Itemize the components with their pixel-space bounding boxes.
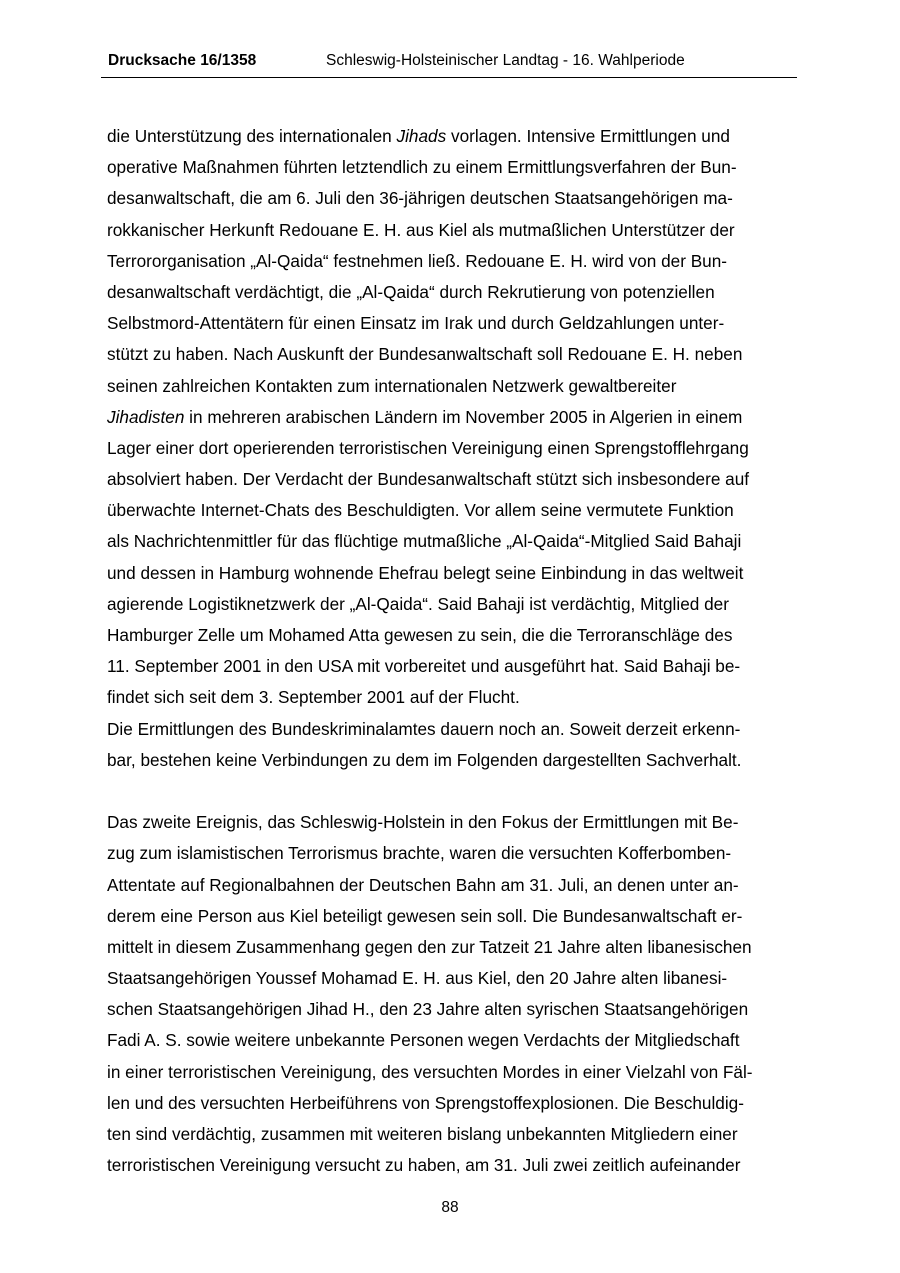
text-line (107, 651, 797, 682)
text-run: rokkanischer Herkunft Redouane E. H. aus Kiel als mutmaßlichen Unterstützer der (107, 219, 735, 240)
text-run: als Nachrichtenmittler für das flüchtige mutmaßliche „Al-Qaida“-Mitglied Said Bahaji (107, 531, 742, 552)
text-line (107, 277, 797, 308)
text-run: mittelt in diesem Zusammenhang gegen den zur Tatzeit 21 Jahre alten libanesischen (107, 936, 752, 957)
text-line (107, 183, 797, 214)
text-line (107, 339, 797, 370)
text-run: agierende Logistiknetzwerk der „Al-Qaida“. Said Bahaji ist verdächtig, Mitglied der (107, 593, 729, 614)
text-run: zug zum islamistischen Terrorismus brachte, waren die versuchten Kofferbomben- (107, 843, 732, 864)
text-line (107, 807, 797, 838)
text-line (107, 1057, 797, 1088)
text-line (107, 1119, 797, 1150)
text-line (107, 838, 797, 869)
text-run: Hamburger Zelle um Mohamed Atta gewesen zu sein, die die Terroranschläge des (107, 625, 733, 645)
text-line (107, 152, 797, 183)
text-line (107, 121, 797, 152)
text-run: Terrororganisation „Al-Qaida“ festnehmen ließ. Redouane E. H. wird von der Bun- (107, 250, 727, 271)
text-line (107, 682, 797, 713)
text-line (107, 963, 797, 994)
text-line (107, 589, 797, 620)
text-run: Staatsangehörigen Youssef Mohamad E. H. aus Kiel, den 20 Jahre alten libanesi- (107, 968, 728, 989)
text-line (107, 1150, 797, 1181)
text-line (107, 464, 797, 495)
text-line (107, 1088, 797, 1119)
body-text (107, 121, 797, 1181)
text-run: Lager einer dort operierenden terroristischen Vereinigung einen Sprengstofflehrgang (107, 437, 749, 458)
text-run: und dessen in Hamburg wohnende Ehefrau belegt seine Einbindung in das weltweit (107, 562, 744, 583)
italic-term: Jihadisten (107, 406, 185, 427)
text-run: in einer terroristischen Vereinigung, des versuchten Mordes in einer Vielzahl von Fäl- (107, 1061, 753, 1082)
text-run: die Unterstützung des internationalen (107, 126, 397, 146)
text-run: Attentate auf Regionalbahnen der Deutschen Bahn am 31. Juli, an denen unter an- (107, 874, 739, 895)
text-run: 11. September 2001 in den USA mit vorbereitet und ausgeführt hat. Said Bahaji be- (107, 656, 741, 677)
text-line (107, 308, 797, 339)
text-line (107, 558, 797, 589)
page-number: 88 (441, 1199, 459, 1216)
text-run: len und des versuchten Herbeiführens von Sprengstoffexplosionen. Die Beschuldig- (107, 1092, 744, 1113)
page-header (101, 50, 797, 78)
text-run: terroristischen Vereinigung versucht zu haben, am 31. Juli zwei zeitlich aufeinander (107, 1155, 741, 1176)
text-line (107, 745, 797, 776)
text-run: absolviert haben. Der Verdacht der Bundesanwaltschaft stützt sich insbesondere auf (107, 469, 750, 490)
header-title: Schleswig-Holsteinischer Landtag - 16. Wahlperiode (326, 52, 685, 69)
text-run: desanwaltschaft verdächtigt, die „Al-Qaida“ durch Rekrutierung von potenziellen (107, 281, 715, 302)
text-line (107, 526, 797, 557)
text-line (107, 1025, 797, 1056)
italic-term: Jihads (396, 126, 447, 146)
text-run: Das zweite Ereignis, das Schleswig-Holstein in den Fokus der Ermittlungen mit Be- (107, 812, 739, 833)
text-line (107, 901, 797, 932)
text-line (107, 433, 797, 464)
text-line (107, 495, 797, 526)
text-line (107, 714, 797, 745)
text-run: Fadi A. S. sowie weitere unbekannte Personen wegen Verdachts der Mitgliedschaft (107, 1030, 740, 1051)
text-line (107, 620, 797, 651)
document-number: Drucksache 16/1358 (108, 52, 257, 69)
text-run: ten sind verdächtig, zusammen mit weiteren bislang unbekannten Mitgliedern einer (107, 1124, 738, 1144)
text-line (107, 402, 797, 433)
text-line (107, 215, 797, 246)
text-line (107, 932, 797, 963)
text-run: seinen zahlreichen Kontakten zum internationalen Netzwerk gewaltbereiter (107, 375, 677, 396)
text-run: in mehreren arabischen Ländern im November 2005 in Algerien in einem (184, 406, 743, 427)
text-line (107, 994, 797, 1025)
text-run: desanwaltschaft, die am 6. Juli den 36-jährigen deutschen Staatsangehörigen ma- (107, 188, 733, 209)
text-run: findet sich seit dem 3. September 2001 auf der Flucht. (107, 687, 520, 708)
text-run: Die Ermittlungen des Bundeskriminalamtes dauern noch an. Soweit derzeit erkenn- (107, 718, 741, 739)
text-run: bar, bestehen keine Verbindungen zu dem im Folgenden dargestellten Sachverhalt. (107, 749, 742, 770)
text-run: stützt zu haben. Nach Auskunft der Bundesanwaltschaft soll Redouane E. H. neben (107, 344, 743, 365)
paragraph-gap (107, 776, 797, 807)
text-line (107, 371, 797, 402)
text-line (107, 870, 797, 901)
text-line (107, 246, 797, 277)
text-run: schen Staatsangehörigen Jihad H., den 23 Jahre alten syrischen Staatsangehörigen (107, 999, 749, 1020)
text-run: Selbstmord-Attentätern für einen Einsatz im Irak und durch Geldzahlungen unter- (107, 313, 725, 334)
text-run: derem eine Person aus Kiel beteiligt gewesen sein soll. Die Bundesanwaltschaft er- (107, 905, 743, 926)
text-run: operative Maßnahmen führten letztendlich zu einem Ermittlungsverfahren der Bun- (107, 157, 737, 178)
text-run: überwachte Internet-Chats des Beschuldigten. Vor allem seine vermutete Funktion (107, 500, 734, 521)
text-run: vorlagen. Intensive Ermittlungen und (446, 126, 730, 146)
